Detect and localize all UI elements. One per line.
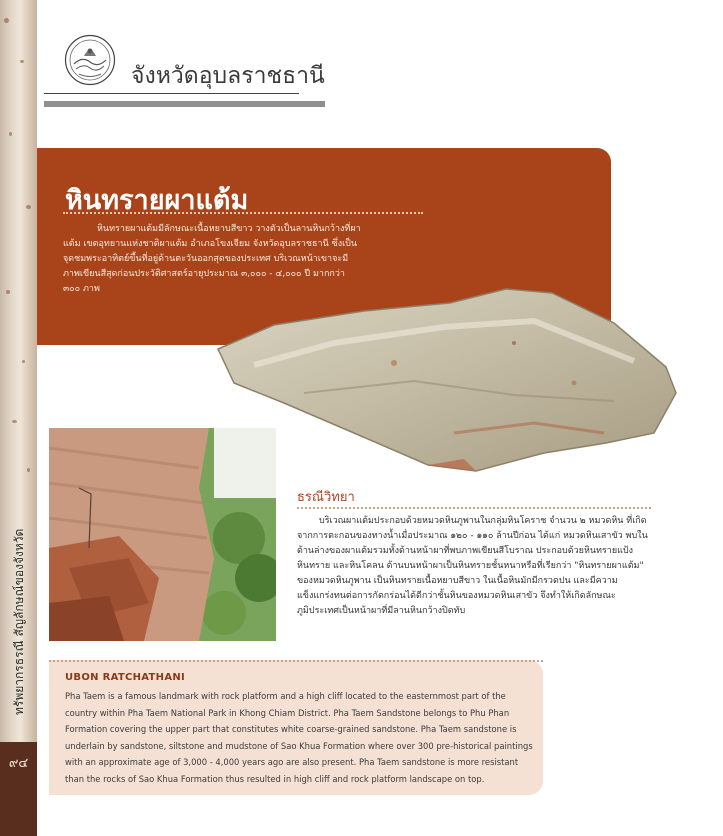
- vertical-section-label: ทรัพยากรธรณี สัญลักษณ์ของจังหวัด: [12, 528, 26, 715]
- english-dotted-divider: [49, 660, 543, 662]
- pha-taem-cliff-photo: [49, 428, 276, 641]
- vertical-label-wrap: [0, 480, 37, 720]
- sandstone-specimen-image: [214, 283, 678, 473]
- feature-description: หินทรายผาแต้มมีลักษณะเนื้อหยาบสีขาว วางตัวเป็นลานหินกว้างที่ผาแต้ม เขตอุทยานแห่งชาติผาแต้ม อำเภอโขงเจียม จังหวัดอุบลราชธานี ซึ่งเป็นจุดชมพระอาทิตย์ขึ้นที่อยู่ด้านตะวันออกสุดของประเทศ บริเวณหน้าเขาจะมีภาพเขียนสีสุดก่อนประวัติศาสตร์อายุประมาณ ๓,๐๐๐ - ๔,๐๐๐ ปี มากกว่า ๓๐๐ ภาพ: [63, 224, 361, 294]
- header-bar: [44, 101, 325, 107]
- feature-dotted-divider: [63, 212, 423, 214]
- feature-title: หินทรายผาแต้ม: [65, 185, 249, 216]
- page-number-tab: [0, 742, 37, 836]
- province-title: จังหวัดอุบลราชธานี: [131, 63, 325, 89]
- header-divider: [44, 93, 299, 94]
- geology-dotted-divider: [297, 507, 651, 509]
- geology-heading: ธรณีวิทยา: [297, 490, 355, 505]
- geology-description: บริเวณผาแต้มประกอบด้วยหมวดหินภูพานในกลุ่มหินโคราช จำนวน ๒ หมวดหิน ที่เกิดจากการตะกอนของทางน้ำเมื่อประมาณ ๑๒๐ - ๑๑๐ ล้านปีก่อน ได้แก่ หมวดหินเสาขัว พบในด้านล่างของผาแต้มรวมทั้งด้านหน้าผาที่พบภาพเขียนสีโบราณ ประกอบด้วยหินทรายแป้ง หินทราย และหินโคลน ด้านบนหน้าผาเป็นหินทรายชั้นหนาหรือที่เรียกว่า "หินทรายผาแต้ม" ของหมวดหินภูพาน เป็นหินทรายเนื้อหยาบสีขาว ในเนื้อหินมักมีกรวดปน และมีความแข็งแกร่งทนต่อการกัดกร่อนได้ดีกว่าชั้นหินของหมวดหินเสาขัว จึงทำให้เกิดลักษณะภูมิประเทศเป็นหน้าผาที่มีลานหินกว้างปิดทับ: [297, 516, 648, 616]
- english-heading: UBON RATCHATHANI: [65, 672, 186, 683]
- english-summary-box: [49, 660, 543, 795]
- provincial-seal-icon: [64, 34, 116, 86]
- page-number: ๙๔: [8, 756, 29, 771]
- english-description: Pha Taem is a famous landmark with rock platform and a high cliff located to the easternmost part of the country within Pha Taem National Park in Khong Chiam District. Pha Taem Sandstone belongs to Phu Phan Formation covering the upper part that constitutes white coarse-grained sandstone. Pha Taem sandstone is underlain by sandstone, siltstone and mudstone of Sao Khua Formation where over 300 pre-historical paintings with an approximate age of 3,000 - 4,000 years ago are also present. Pha Taem sandstone is more resistant than the rocks of Sao Khua Formation thus resulted in high cliff and rock platform landscape on top.: [65, 691, 533, 784]
